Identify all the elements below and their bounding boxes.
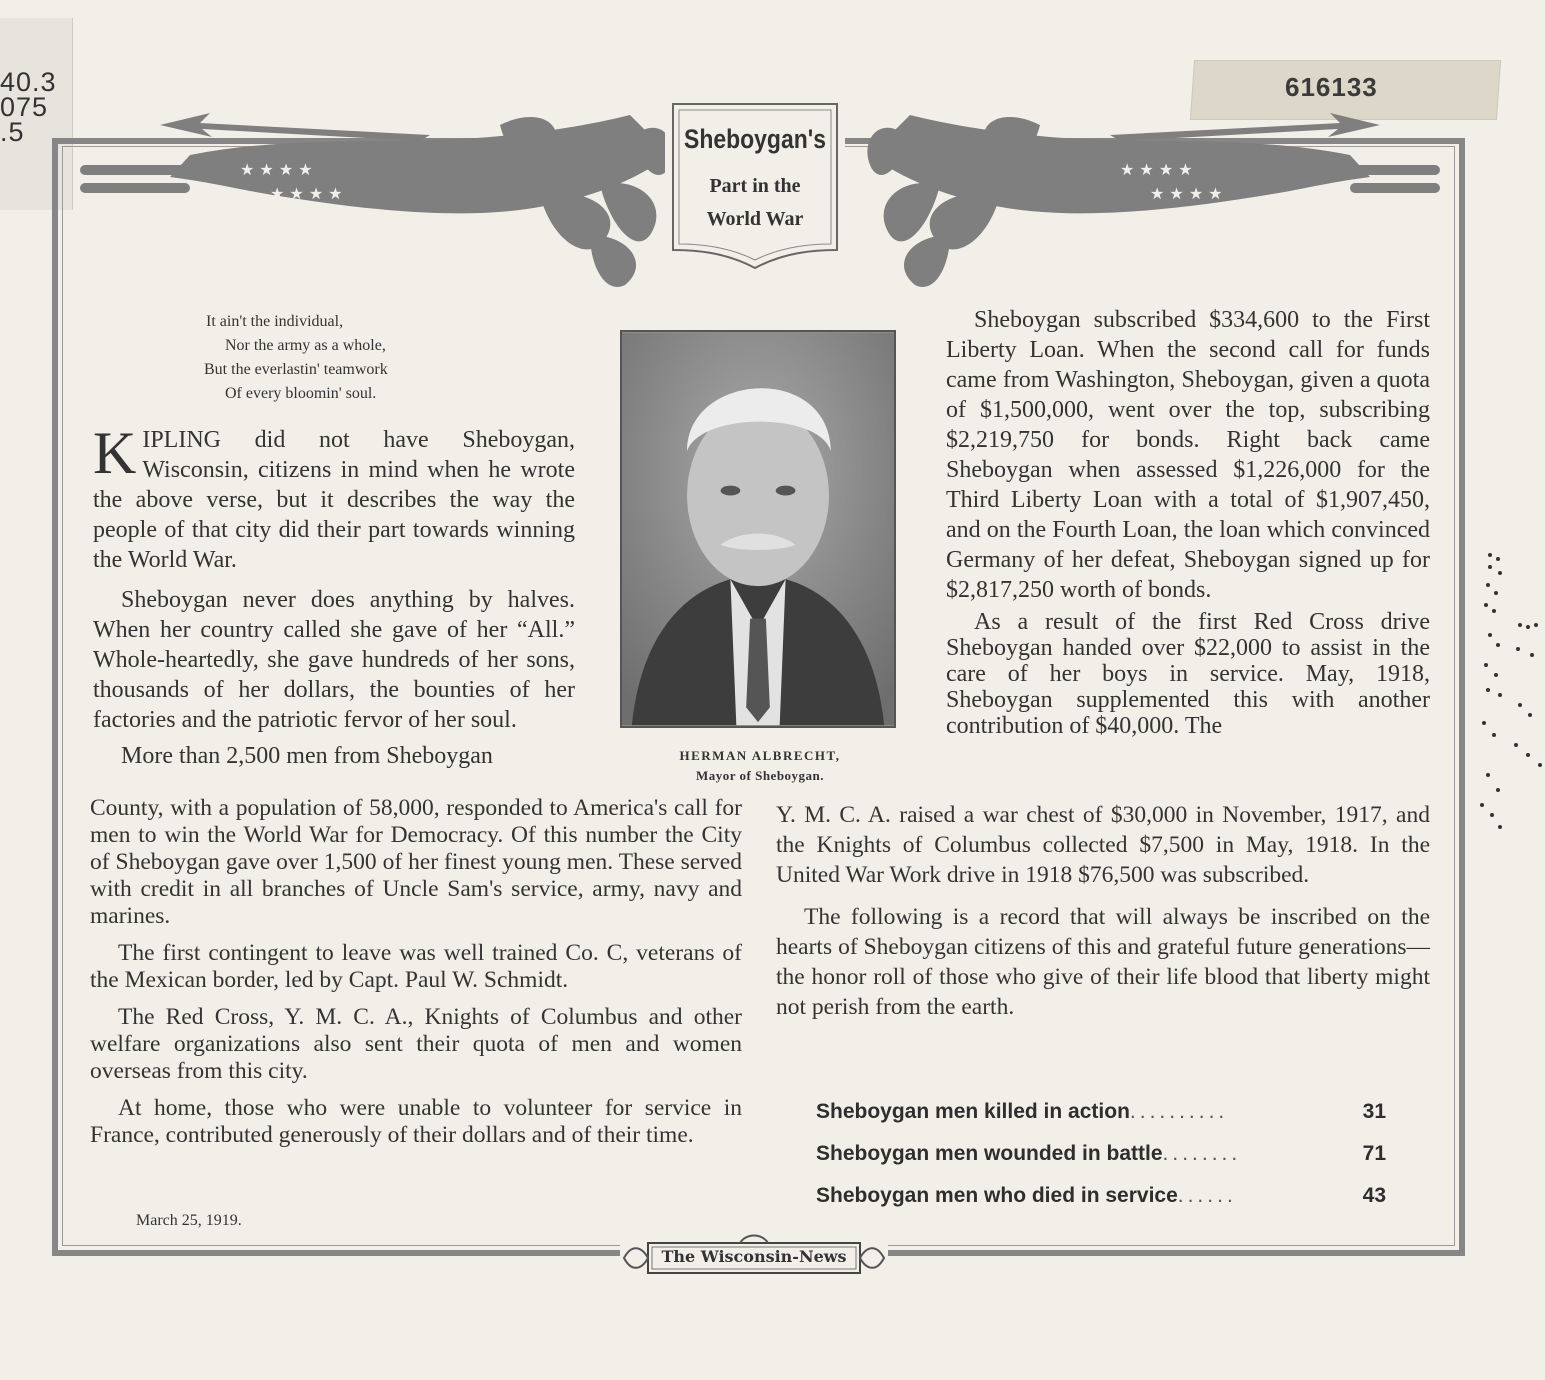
poem-line: It ain't the individual,: [206, 313, 344, 330]
stat-value: 71: [1362, 1142, 1386, 1165]
article-paragraph: County, with a population of 58,000, responded to America's call for men to win the World War for Democracy. Of this number the City of Sheboygan gave over 1,500 of her finest young men. These served with credit in all branches of Uncle Sam's service, army, navy and marines.: [90, 795, 742, 929]
stat-label: Sheboygan men wounded in battle: [816, 1142, 1163, 1165]
subtitle-line-1: Part in the: [709, 175, 801, 197]
article-paragraph: [93, 420, 575, 575]
svg-text:★ ★ ★ ★: ★ ★ ★ ★: [240, 160, 313, 179]
article-paragraph-start: More than 2,500 men from Sheboygan: [121, 743, 493, 769]
subtitle-line-2: World War: [706, 208, 804, 230]
article-paragraph: At home, those who were unable to volunteer for service in France, contributed generously of their dollars and of their time.: [90, 1095, 742, 1148]
stat-leader-dots: ........: [1162, 1142, 1242, 1165]
svg-text:★ ★ ★ ★: ★ ★ ★ ★: [1120, 160, 1193, 179]
call-number: 40.3 075 .5: [0, 67, 57, 147]
accession-number: 616133: [1285, 72, 1378, 102]
stat-leader-dots: ......: [1177, 1184, 1237, 1207]
poem-line: Nor the army as a whole,: [225, 337, 386, 354]
stat-value: 31: [1362, 1100, 1386, 1123]
article-left-wide-column: [90, 795, 742, 1149]
portrait-image: [622, 332, 894, 726]
caption-name: HERMAN ALBRECHT,: [679, 748, 841, 763]
stat-label: Sheboygan men who died in service: [816, 1184, 1178, 1207]
poem-line: But the everlastin' teamwork: [204, 361, 388, 378]
article-paragraph: The Red Cross, Y. M. C. A., Knights of Columbus and other welfare organizations also sent their quota of men and women overseas from this city.: [90, 1004, 742, 1084]
drop-cap: K: [93, 420, 137, 486]
stat-value: 43: [1362, 1184, 1386, 1207]
paragraph-text: IPLING did not have Sheboygan, Wisconsin, citizens in mind when he wrote the above verse, but it describes the way the people of that city did their part towards winning the World War.: [93, 427, 575, 573]
perforation-marks: [1470, 545, 1545, 835]
article-paragraph: Y. M. C. A. raised a war chest of $30,000 in November, 1917, and the Knights of Columbus collected $7,500 in May, 1918. In the United War Work drive in 1918 $76,500 was subscribed.: [776, 802, 1430, 888]
svg-text:★ ★ ★ ★: ★ ★ ★ ★: [270, 184, 343, 203]
page-title: Sheboygan's: [684, 124, 826, 154]
article-left-column: [93, 420, 575, 771]
stat-row-killed: [816, 1100, 1386, 1142]
article-right-column: [946, 305, 1430, 739]
arrow-right-icon: [1110, 113, 1380, 141]
article-paragraph: Sheboygan subscribed $334,600 to the First Liberty Loan. When the second call for funds came from Washington, Sheboygan, given a quota of $1,500,000, went over the top, subscribing $2,219,750 for bonds. Right back came Sheboygan when assessed $1,226,000 for the Third Liberty Loan with a total of $1,907,450, and on the Fourth Loan, the loan which convinced Germany of her defeat, Sheboygan signed up for $2,817,250 worth of bonds.: [946, 307, 1430, 603]
publication-badge: [620, 1233, 888, 1281]
article-paragraph: The following is a record that will always be inscribed on the hearts of Sheboygan citizens of this and grateful future generations—the honor roll of those who give of their life blood that liberty might not perish from the earth.: [776, 904, 1430, 1020]
stat-label: Sheboygan men killed in action: [816, 1100, 1130, 1123]
caption-role: Mayor of Sheboygan.: [695, 768, 825, 783]
article-paragraph: The first contingent to leave was well trained Co. C, veterans of the Mexican border, led by Capt. Paul W. Schmidt.: [90, 940, 742, 993]
stat-row-wounded: [816, 1142, 1386, 1184]
article-date: March 25, 1919.: [136, 1212, 242, 1229]
article-paragraph: As a result of the first Red Cross drive Sheboygan handed over $22,000 to assist in the care of her boys in service. May, 1918, Sheboygan supplemented this with another contribution of $40,000. The: [946, 609, 1430, 739]
article-paragraph: Sheboygan never does anything by halves. When her country called she gave of her “All.” Whole-heartedly, she gave hundreds of her sons, thousands of her dollars, the bounties of her factories and the patriotic fervor of her soul.: [93, 587, 575, 733]
article-right-wide-column: [776, 800, 1430, 1022]
stat-leader-dots: ..........: [1129, 1100, 1229, 1123]
title-shield: [665, 100, 845, 270]
stat-row-died: [816, 1184, 1386, 1226]
arrow-left-icon: [160, 113, 430, 141]
page-subtitle: [665, 170, 845, 236]
portrait-caption: [630, 746, 890, 786]
mayor-portrait-photo: [620, 330, 896, 728]
honor-roll-stats: [816, 1100, 1386, 1226]
epigraph-poem: [170, 310, 500, 406]
svg-text:★ ★ ★ ★: ★ ★ ★ ★: [1150, 184, 1223, 203]
publication-name: The Wisconsin-News: [661, 1247, 847, 1266]
poem-line: Of every bloomin' soul.: [225, 385, 377, 402]
